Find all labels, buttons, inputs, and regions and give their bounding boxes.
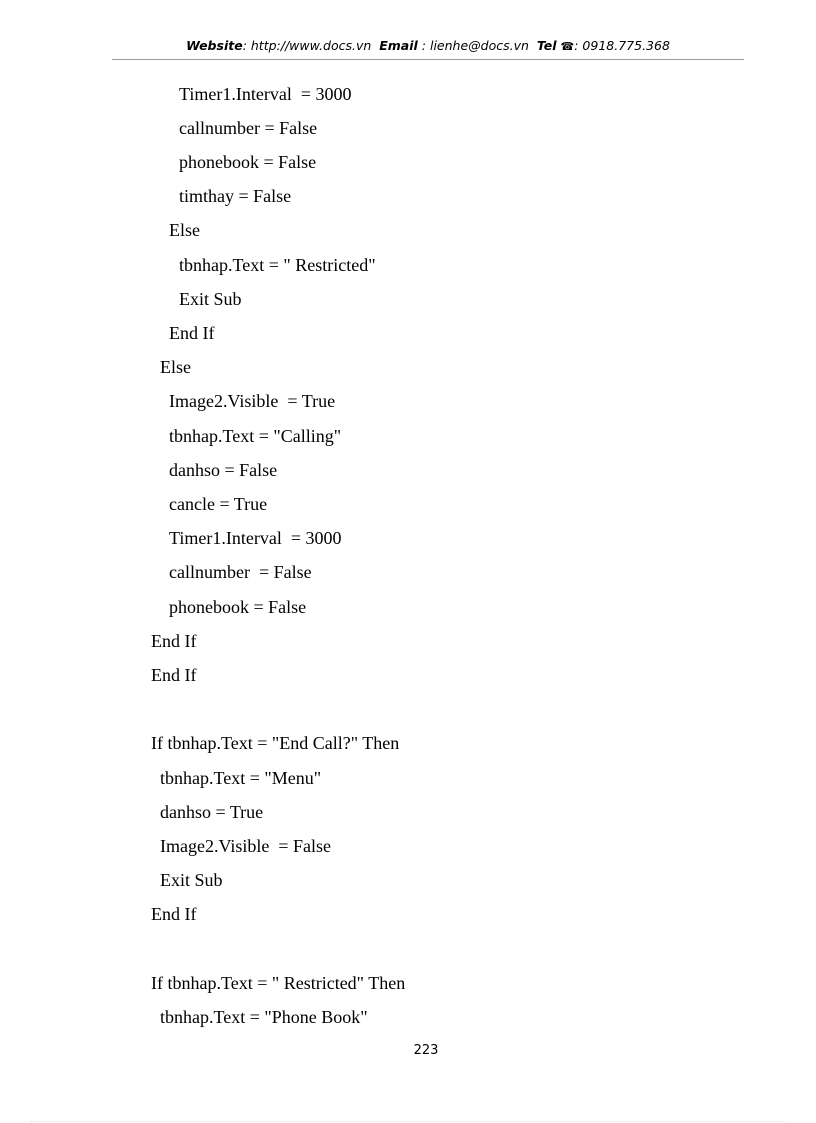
website-value: : http://www.docs.vn [242, 38, 372, 53]
code-line: End If [151, 665, 197, 685]
code-line: End If [151, 904, 197, 924]
tel-value: : 0918.775.368 [574, 38, 670, 53]
code-line: Image2.Visible = False [160, 836, 332, 856]
code-line: Else [160, 357, 191, 377]
code-line: phonebook = False [179, 152, 317, 172]
code-line: tbnhap.Text = "Calling" [169, 426, 342, 446]
code-line: Image2.Visible = True [169, 391, 336, 411]
website-label: Website [186, 38, 243, 53]
telephone-icon: ☎ [560, 40, 575, 53]
code-line: callnumber = False [179, 118, 318, 138]
code-line: End If [151, 631, 197, 651]
code-line: timthay = False [179, 186, 292, 206]
tel-label: Tel [536, 38, 557, 53]
code-line: Timer1.Interval = 3000 [169, 528, 342, 548]
code-line: Timer1.Interval = 3000 [179, 84, 352, 104]
header-divider [112, 59, 744, 60]
email-label: Email [379, 38, 418, 53]
code-line: Exit Sub [179, 289, 242, 309]
footer-divider [30, 1121, 786, 1122]
code-line: tbnhap.Text = "Phone Book" [160, 1007, 368, 1027]
page-header [112, 38, 744, 53]
code-line: Exit Sub [160, 870, 223, 890]
code-line: End If [169, 323, 215, 343]
code-line: phonebook = False [169, 597, 307, 617]
email-value: : lienhe@docs.vn [417, 38, 529, 53]
page-number: 223 [413, 1043, 439, 1058]
code-line: danhso = False [169, 460, 278, 480]
code-line: callnumber = False [169, 562, 312, 582]
code-line: tbnhap.Text = " Restricted" [179, 255, 376, 275]
code-line: If tbnhap.Text = "End Call?" Then [151, 733, 400, 753]
code-line: Else [169, 220, 200, 240]
code-line: danhso = True [160, 802, 264, 822]
code-line: tbnhap.Text = "Menu" [160, 768, 322, 788]
code-line: If tbnhap.Text = " Restricted" Then [151, 973, 406, 993]
code-line: cancle = True [169, 494, 268, 514]
